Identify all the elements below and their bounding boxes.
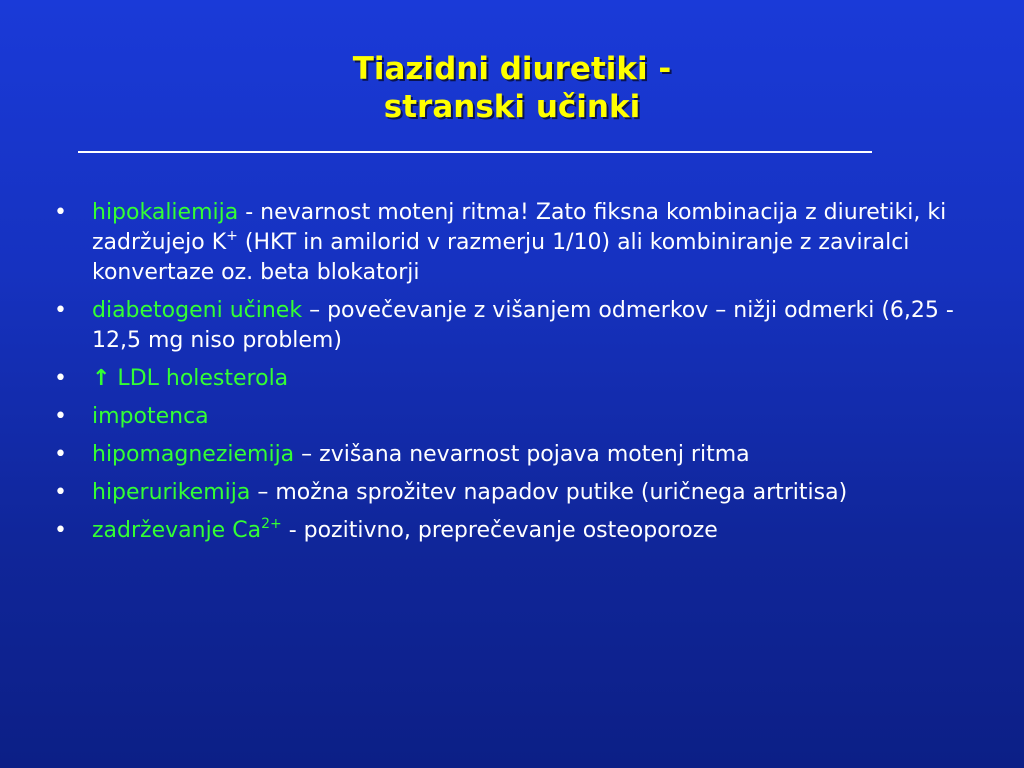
- bullet-icon: •: [54, 404, 67, 429]
- bullet-hipomagneziemija: [54, 440, 974, 470]
- bullet-text: (HKT in amilorid v razmerju 1/10) ali kombiniranje z zaviralci konvertaze oz. beta blokatorji: [92, 230, 910, 285]
- bullet-icon: •: [54, 200, 67, 225]
- superscript: 2+: [261, 516, 282, 532]
- bullet-hiperurikemija: [54, 478, 974, 508]
- bullet-text: – možna sprožitev napadov putike (uričnega artritisa): [250, 480, 848, 505]
- bullet-text: – povečevanje z višanjem odmerkov – nižji odmerki (6,25 - 12,5 mg niso problem): [92, 298, 954, 353]
- bullet-term: zadrževanje Ca: [92, 518, 262, 543]
- bullet-diabetogeni-ucinek: [54, 296, 974, 356]
- bullet-term: hipomagneziemija: [92, 442, 295, 467]
- bullet-term: LDL holesterola: [110, 366, 289, 391]
- bullet-term: hipokaliemija: [92, 200, 239, 225]
- bullet-impotenca: [54, 402, 974, 432]
- bullet-term: diabetogeni učinek: [92, 298, 303, 323]
- bullet-zadrzevanje-ca: [54, 516, 974, 546]
- bullet-icon: •: [54, 366, 67, 391]
- superscript: +: [226, 228, 238, 244]
- bullet-text: – zvišana nevarnost pojava motenj ritma: [294, 442, 750, 467]
- title-line-2: stranski učinki: [383, 89, 641, 125]
- arrow-up-icon: ↑: [92, 366, 111, 391]
- bullet-term: hiperurikemija: [92, 480, 251, 505]
- title-line-1: Tiazidni diuretiki -: [352, 51, 672, 87]
- bullet-icon: •: [54, 298, 67, 323]
- title-divider: [78, 151, 872, 153]
- bullet-icon: •: [54, 442, 67, 467]
- slide-title: [0, 50, 1024, 126]
- bullet-text: - nevarnost motenj ritma! Zato fiksna kombinacija z diuretiki, ki zadržujejo K: [92, 200, 947, 255]
- bullet-ldl-holesterol: [54, 364, 974, 394]
- bullet-term: impotenca: [92, 404, 209, 429]
- bullet-text: - pozitivno, preprečevanje osteoporoze: [281, 518, 718, 543]
- bullet-hipokaliemija: [54, 198, 974, 288]
- bullet-icon: •: [54, 480, 67, 505]
- bullet-list: [54, 198, 974, 554]
- bullet-icon: •: [54, 518, 67, 543]
